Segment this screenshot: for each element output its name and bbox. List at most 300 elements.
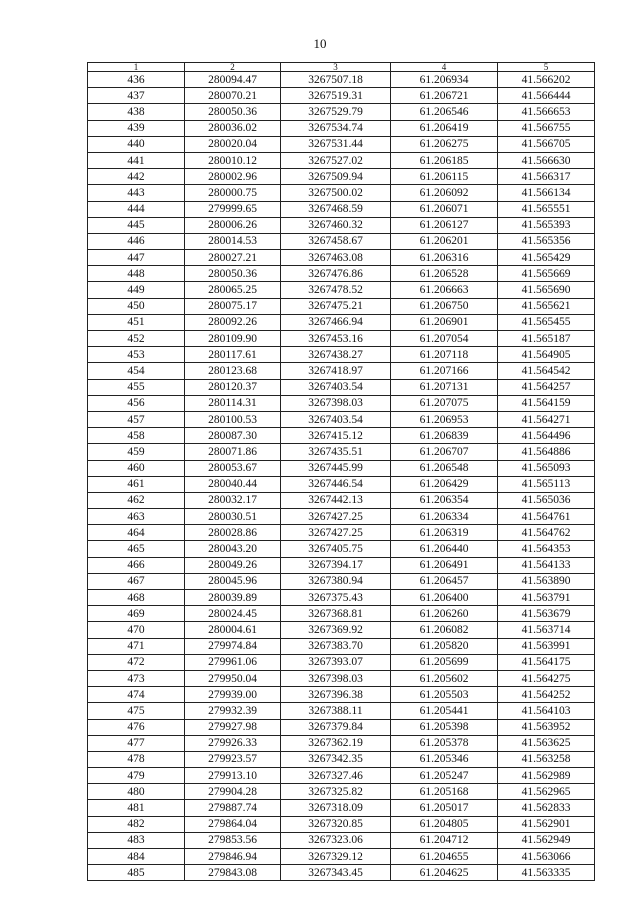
cell-x-coordinate: 280040.44 [185, 476, 281, 492]
cell-longitude: 41.564762 [498, 525, 595, 541]
cell-longitude: 41.566444 [498, 88, 595, 104]
column-header-1: 1 [88, 63, 185, 72]
cell-latitude: 61.207054 [391, 331, 498, 347]
cell-longitude: 41.565621 [498, 298, 595, 314]
cell-x-coordinate: 280050.36 [185, 104, 281, 120]
cell-latitude: 61.206440 [391, 541, 498, 557]
cell-x-coordinate: 280109.90 [185, 331, 281, 347]
cell-y-coordinate: 3267435.51 [281, 444, 391, 460]
cell-latitude: 61.207166 [391, 363, 498, 379]
cell-longitude: 41.564542 [498, 363, 595, 379]
column-header-3: 3 [281, 63, 391, 72]
cell-longitude: 41.563258 [498, 751, 595, 767]
table-row [88, 266, 595, 282]
column-header-2: 2 [185, 63, 281, 72]
cell-latitude: 61.207075 [391, 395, 498, 411]
cell-latitude: 61.205503 [391, 687, 498, 703]
cell-point-number: 465 [88, 541, 185, 557]
cell-point-number: 454 [88, 363, 185, 379]
cell-x-coordinate: 279974.84 [185, 638, 281, 654]
cell-latitude: 61.206071 [391, 201, 498, 217]
cell-longitude: 41.563890 [498, 573, 595, 589]
cell-y-coordinate: 3267323.06 [281, 832, 391, 848]
cell-y-coordinate: 3267379.84 [281, 719, 391, 735]
table-row [88, 525, 595, 541]
cell-x-coordinate: 279913.10 [185, 768, 281, 784]
cell-latitude: 61.205441 [391, 703, 498, 719]
cell-y-coordinate: 3267405.75 [281, 541, 391, 557]
cell-x-coordinate: 280000.75 [185, 185, 281, 201]
cell-point-number: 479 [88, 768, 185, 784]
cell-latitude: 61.206334 [391, 509, 498, 525]
cell-y-coordinate: 3267342.35 [281, 751, 391, 767]
cell-y-coordinate: 3267509.94 [281, 169, 391, 185]
cell-point-number: 464 [88, 525, 185, 541]
table-row [88, 298, 595, 314]
cell-longitude: 41.563679 [498, 606, 595, 622]
table-row [88, 654, 595, 670]
cell-latitude: 61.204805 [391, 816, 498, 832]
cell-latitude: 61.204712 [391, 832, 498, 848]
page-number: 10 [313, 36, 327, 51]
cell-point-number: 436 [88, 72, 185, 88]
table-row [88, 768, 595, 784]
cell-latitude: 61.206663 [391, 282, 498, 298]
cell-y-coordinate: 3267383.70 [281, 638, 391, 654]
cell-y-coordinate: 3267445.99 [281, 460, 391, 476]
cell-longitude: 41.562989 [498, 768, 595, 784]
cell-longitude: 41.565356 [498, 233, 595, 249]
cell-y-coordinate: 3267362.19 [281, 735, 391, 751]
cell-point-number: 475 [88, 703, 185, 719]
cell-y-coordinate: 3267415.12 [281, 428, 391, 444]
cell-x-coordinate: 280006.26 [185, 217, 281, 233]
cell-x-coordinate: 279887.74 [185, 800, 281, 816]
cell-x-coordinate: 280030.51 [185, 509, 281, 525]
cell-x-coordinate: 279864.04 [185, 816, 281, 832]
table-row [88, 363, 595, 379]
cell-latitude: 61.206185 [391, 152, 498, 168]
cell-latitude: 61.207118 [391, 347, 498, 363]
cell-point-number: 441 [88, 152, 185, 168]
table-row [88, 606, 595, 622]
cell-longitude: 41.566202 [498, 72, 595, 88]
cell-y-coordinate: 3267396.38 [281, 687, 391, 703]
cell-x-coordinate: 280004.61 [185, 622, 281, 638]
cell-x-coordinate: 280002.96 [185, 169, 281, 185]
cell-longitude: 41.566653 [498, 104, 595, 120]
table-row [88, 557, 595, 573]
cell-x-coordinate: 279904.28 [185, 784, 281, 800]
cell-longitude: 41.563066 [498, 849, 595, 865]
cell-point-number: 478 [88, 751, 185, 767]
table-row [88, 331, 595, 347]
cell-x-coordinate: 280020.04 [185, 136, 281, 152]
cell-latitude: 61.206491 [391, 557, 498, 573]
cell-x-coordinate: 280065.25 [185, 282, 281, 298]
table-row [88, 751, 595, 767]
table-row [88, 104, 595, 120]
cell-latitude: 61.204625 [391, 865, 498, 881]
cell-y-coordinate: 3267427.25 [281, 525, 391, 541]
cell-y-coordinate: 3267427.25 [281, 509, 391, 525]
cell-x-coordinate: 279932.39 [185, 703, 281, 719]
cell-y-coordinate: 3267418.97 [281, 363, 391, 379]
cell-point-number: 448 [88, 266, 185, 282]
cell-y-coordinate: 3267463.08 [281, 250, 391, 266]
cell-y-coordinate: 3267368.81 [281, 606, 391, 622]
cell-y-coordinate: 3267393.07 [281, 654, 391, 670]
cell-x-coordinate: 279950.04 [185, 670, 281, 686]
cell-point-number: 474 [88, 687, 185, 703]
table-row [88, 282, 595, 298]
cell-longitude: 41.566705 [498, 136, 595, 152]
cell-x-coordinate: 280071.86 [185, 444, 281, 460]
cell-y-coordinate: 3267453.16 [281, 331, 391, 347]
cell-x-coordinate: 280028.86 [185, 525, 281, 541]
cell-latitude: 61.206115 [391, 169, 498, 185]
cell-longitude: 41.564159 [498, 395, 595, 411]
cell-x-coordinate: 280043.20 [185, 541, 281, 557]
cell-longitude: 41.563335 [498, 865, 595, 881]
cell-point-number: 468 [88, 590, 185, 606]
table-row [88, 638, 595, 654]
cell-point-number: 438 [88, 104, 185, 120]
cell-latitude: 61.206127 [391, 217, 498, 233]
cell-latitude: 61.206707 [391, 444, 498, 460]
cell-latitude: 61.206092 [391, 185, 498, 201]
cell-point-number: 481 [88, 800, 185, 816]
cell-y-coordinate: 3267534.74 [281, 120, 391, 136]
cell-longitude: 41.564353 [498, 541, 595, 557]
cell-latitude: 61.206721 [391, 88, 498, 104]
cell-y-coordinate: 3267403.54 [281, 379, 391, 395]
cell-y-coordinate: 3267394.17 [281, 557, 391, 573]
table-row [88, 201, 595, 217]
cell-longitude: 41.565113 [498, 476, 595, 492]
cell-y-coordinate: 3267478.52 [281, 282, 391, 298]
cell-latitude: 61.205017 [391, 800, 498, 816]
cell-x-coordinate: 280050.36 [185, 266, 281, 282]
cell-latitude: 61.206901 [391, 314, 498, 330]
cell-x-coordinate: 279999.65 [185, 201, 281, 217]
cell-x-coordinate: 280032.17 [185, 492, 281, 508]
cell-x-coordinate: 280049.26 [185, 557, 281, 573]
table-row [88, 250, 595, 266]
cell-y-coordinate: 3267343.45 [281, 865, 391, 881]
cell-x-coordinate: 280100.53 [185, 411, 281, 427]
cell-y-coordinate: 3267507.18 [281, 72, 391, 88]
cell-latitude: 61.206082 [391, 622, 498, 638]
cell-x-coordinate: 280010.12 [185, 152, 281, 168]
cell-point-number: 447 [88, 250, 185, 266]
table-row [88, 703, 595, 719]
table-row [88, 784, 595, 800]
cell-point-number: 459 [88, 444, 185, 460]
cell-y-coordinate: 3267388.11 [281, 703, 391, 719]
cell-longitude: 41.563625 [498, 735, 595, 751]
cell-point-number: 467 [88, 573, 185, 589]
table-row [88, 379, 595, 395]
cell-y-coordinate: 3267531.44 [281, 136, 391, 152]
cell-longitude: 41.562901 [498, 816, 595, 832]
table-row [88, 217, 595, 233]
cell-y-coordinate: 3267529.79 [281, 104, 391, 120]
cell-x-coordinate: 280075.17 [185, 298, 281, 314]
cell-latitude: 61.206750 [391, 298, 498, 314]
table-row [88, 136, 595, 152]
cell-longitude: 41.562949 [498, 832, 595, 848]
table-row [88, 541, 595, 557]
cell-longitude: 41.564905 [498, 347, 595, 363]
cell-longitude: 41.566317 [498, 169, 595, 185]
header-row [88, 63, 595, 72]
cell-latitude: 61.205398 [391, 719, 498, 735]
column-header-5: 5 [498, 63, 595, 72]
cell-y-coordinate: 3267380.94 [281, 573, 391, 589]
cell-point-number: 484 [88, 849, 185, 865]
table-row [88, 735, 595, 751]
cell-longitude: 41.562965 [498, 784, 595, 800]
table-row [88, 573, 595, 589]
cell-longitude: 41.564761 [498, 509, 595, 525]
cell-point-number: 461 [88, 476, 185, 492]
cell-longitude: 41.564252 [498, 687, 595, 703]
table-row [88, 411, 595, 427]
table-row [88, 460, 595, 476]
cell-longitude: 41.564275 [498, 670, 595, 686]
cell-x-coordinate: 279939.00 [185, 687, 281, 703]
table-row [88, 347, 595, 363]
cell-latitude: 61.206429 [391, 476, 498, 492]
cell-point-number: 458 [88, 428, 185, 444]
cell-latitude: 61.206319 [391, 525, 498, 541]
cell-x-coordinate: 280036.02 [185, 120, 281, 136]
table-row [88, 670, 595, 686]
cell-latitude: 61.205820 [391, 638, 498, 654]
cell-y-coordinate: 3267369.92 [281, 622, 391, 638]
cell-latitude: 61.206528 [391, 266, 498, 282]
cell-longitude: 41.565455 [498, 314, 595, 330]
cell-x-coordinate: 279923.57 [185, 751, 281, 767]
cell-point-number: 466 [88, 557, 185, 573]
cell-longitude: 41.565393 [498, 217, 595, 233]
cell-point-number: 469 [88, 606, 185, 622]
coordinates-table [87, 62, 595, 881]
cell-y-coordinate: 3267475.21 [281, 298, 391, 314]
cell-latitude: 61.206457 [391, 573, 498, 589]
cell-point-number: 451 [88, 314, 185, 330]
cell-point-number: 442 [88, 169, 185, 185]
cell-latitude: 61.205378 [391, 735, 498, 751]
cell-longitude: 41.563791 [498, 590, 595, 606]
cell-latitude: 61.206546 [391, 104, 498, 120]
cell-point-number: 437 [88, 88, 185, 104]
cell-x-coordinate: 279853.56 [185, 832, 281, 848]
table-row [88, 849, 595, 865]
cell-longitude: 41.565093 [498, 460, 595, 476]
table-row [88, 152, 595, 168]
cell-longitude: 41.563991 [498, 638, 595, 654]
cell-x-coordinate: 280123.68 [185, 363, 281, 379]
cell-y-coordinate: 3267476.86 [281, 266, 391, 282]
table-row [88, 444, 595, 460]
cell-x-coordinate: 279927.98 [185, 719, 281, 735]
table-row [88, 492, 595, 508]
cell-point-number: 480 [88, 784, 185, 800]
cell-y-coordinate: 3267327.46 [281, 768, 391, 784]
cell-longitude: 41.563714 [498, 622, 595, 638]
cell-latitude: 61.205602 [391, 670, 498, 686]
cell-latitude: 61.206275 [391, 136, 498, 152]
cell-longitude: 41.564133 [498, 557, 595, 573]
cell-y-coordinate: 3267468.59 [281, 201, 391, 217]
cell-point-number: 482 [88, 816, 185, 832]
cell-point-number: 450 [88, 298, 185, 314]
cell-latitude: 61.205346 [391, 751, 498, 767]
cell-latitude: 61.207131 [391, 379, 498, 395]
cell-point-number: 460 [88, 460, 185, 476]
table-row [88, 72, 595, 88]
cell-latitude: 61.206839 [391, 428, 498, 444]
cell-latitude: 61.206201 [391, 233, 498, 249]
cell-point-number: 452 [88, 331, 185, 347]
cell-point-number: 439 [88, 120, 185, 136]
cell-y-coordinate: 3267375.43 [281, 590, 391, 606]
cell-longitude: 41.565551 [498, 201, 595, 217]
cell-longitude: 41.564257 [498, 379, 595, 395]
table-row [88, 800, 595, 816]
cell-x-coordinate: 280094.47 [185, 72, 281, 88]
cell-longitude: 41.565690 [498, 282, 595, 298]
cell-x-coordinate: 280053.67 [185, 460, 281, 476]
cell-y-coordinate: 3267460.32 [281, 217, 391, 233]
cell-y-coordinate: 3267519.31 [281, 88, 391, 104]
cell-latitude: 61.205247 [391, 768, 498, 784]
cell-x-coordinate: 280027.21 [185, 250, 281, 266]
cell-x-coordinate: 280024.45 [185, 606, 281, 622]
table-row [88, 865, 595, 881]
cell-longitude: 41.563952 [498, 719, 595, 735]
cell-point-number: 456 [88, 395, 185, 411]
cell-point-number: 473 [88, 670, 185, 686]
table-row [88, 719, 595, 735]
table-row [88, 687, 595, 703]
table-row [88, 88, 595, 104]
cell-y-coordinate: 3267325.82 [281, 784, 391, 800]
cell-x-coordinate: 280014.53 [185, 233, 281, 249]
cell-longitude: 41.566630 [498, 152, 595, 168]
cell-point-number: 444 [88, 201, 185, 217]
table-row [88, 590, 595, 606]
cell-latitude: 61.205699 [391, 654, 498, 670]
cell-y-coordinate: 3267318.09 [281, 800, 391, 816]
cell-x-coordinate: 280087.30 [185, 428, 281, 444]
cell-x-coordinate: 280070.21 [185, 88, 281, 104]
cell-point-number: 446 [88, 233, 185, 249]
cell-point-number: 443 [88, 185, 185, 201]
cell-x-coordinate: 280114.31 [185, 395, 281, 411]
cell-longitude: 41.564175 [498, 654, 595, 670]
table-body [88, 72, 595, 881]
table-row [88, 476, 595, 492]
cell-point-number: 463 [88, 509, 185, 525]
cell-longitude: 41.562833 [498, 800, 595, 816]
cell-point-number: 483 [88, 832, 185, 848]
cell-point-number: 472 [88, 654, 185, 670]
table-row [88, 395, 595, 411]
cell-longitude: 41.565187 [498, 331, 595, 347]
cell-longitude: 41.564103 [498, 703, 595, 719]
cell-longitude: 41.564496 [498, 428, 595, 444]
cell-latitude: 61.206419 [391, 120, 498, 136]
table-row [88, 185, 595, 201]
cell-latitude: 61.206934 [391, 72, 498, 88]
cell-point-number: 457 [88, 411, 185, 427]
cell-x-coordinate: 279926.33 [185, 735, 281, 751]
cell-latitude: 61.205168 [391, 784, 498, 800]
cell-y-coordinate: 3267438.27 [281, 347, 391, 363]
cell-latitude: 61.206354 [391, 492, 498, 508]
cell-x-coordinate: 280045.96 [185, 573, 281, 589]
table-row [88, 120, 595, 136]
cell-y-coordinate: 3267398.03 [281, 395, 391, 411]
cell-point-number: 449 [88, 282, 185, 298]
cell-x-coordinate: 280120.37 [185, 379, 281, 395]
cell-point-number: 470 [88, 622, 185, 638]
cell-latitude: 61.206400 [391, 590, 498, 606]
cell-x-coordinate: 279843.08 [185, 865, 281, 881]
cell-point-number: 445 [88, 217, 185, 233]
cell-longitude: 41.566755 [498, 120, 595, 136]
cell-y-coordinate: 3267442.13 [281, 492, 391, 508]
table-row [88, 169, 595, 185]
cell-y-coordinate: 3267458.67 [281, 233, 391, 249]
table-row [88, 314, 595, 330]
cell-latitude: 61.206260 [391, 606, 498, 622]
cell-y-coordinate: 3267527.02 [281, 152, 391, 168]
cell-longitude: 41.565429 [498, 250, 595, 266]
cell-point-number: 477 [88, 735, 185, 751]
cell-point-number: 476 [88, 719, 185, 735]
column-header-4: 4 [391, 63, 498, 72]
table-row [88, 622, 595, 638]
cell-latitude: 61.204655 [391, 849, 498, 865]
cell-longitude: 41.564886 [498, 444, 595, 460]
cell-x-coordinate: 280039.89 [185, 590, 281, 606]
cell-x-coordinate: 279961.06 [185, 654, 281, 670]
cell-longitude: 41.565036 [498, 492, 595, 508]
table-row [88, 428, 595, 444]
table-row [88, 233, 595, 249]
cell-point-number: 471 [88, 638, 185, 654]
cell-point-number: 440 [88, 136, 185, 152]
cell-y-coordinate: 3267500.02 [281, 185, 391, 201]
cell-longitude: 41.565669 [498, 266, 595, 282]
cell-longitude: 41.566134 [498, 185, 595, 201]
table-row [88, 816, 595, 832]
cell-y-coordinate: 3267320.85 [281, 816, 391, 832]
cell-y-coordinate: 3267398.03 [281, 670, 391, 686]
cell-point-number: 455 [88, 379, 185, 395]
cell-y-coordinate: 3267446.54 [281, 476, 391, 492]
table-row [88, 509, 595, 525]
cell-point-number: 485 [88, 865, 185, 881]
cell-x-coordinate: 279846.94 [185, 849, 281, 865]
cell-longitude: 41.564271 [498, 411, 595, 427]
cell-y-coordinate: 3267403.54 [281, 411, 391, 427]
cell-point-number: 462 [88, 492, 185, 508]
